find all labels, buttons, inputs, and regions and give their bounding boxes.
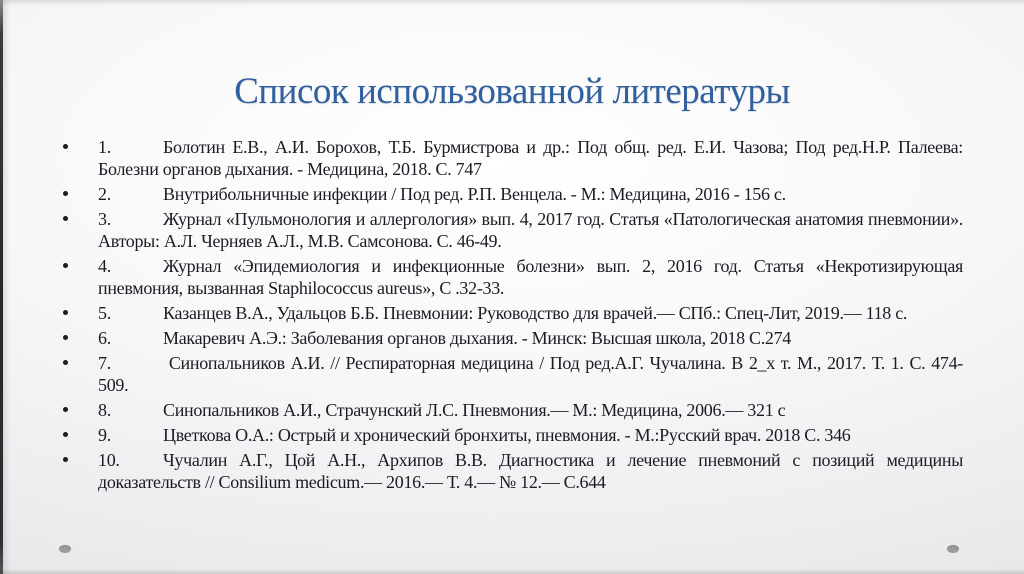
corner-dot-bottom-right xyxy=(947,545,959,553)
reference-item xyxy=(62,302,963,324)
reference-number: 3. xyxy=(98,209,111,229)
reference-text: Синопальников А.И., Страчунский Л.С. Пневмония.— М.: Медицина, 2006.— 321 с xyxy=(163,400,786,420)
reference-number: 2. xyxy=(98,184,111,204)
reference-number: 5. xyxy=(98,303,111,323)
reference-item xyxy=(62,136,963,180)
reference-text: Цветкова О.А.: Острый и хронический бронхиты, пневмония. - М.:Русский врач. 2018 С. 346 xyxy=(163,425,851,445)
reference-number: 9. xyxy=(98,425,111,445)
reference-item xyxy=(62,449,963,493)
reference-number: 4. xyxy=(98,256,111,276)
bullet-icon xyxy=(63,335,68,340)
bullet-icon xyxy=(63,216,68,221)
slide-title: Список использованной литературы xyxy=(234,71,790,112)
reference-text: Журнал «Пульмонология и аллергология» вып. 4, 2017 год. Статья «Патологическая анатомия пневмонии». Авторы: А.Л. Черняев А.Л., М.В. Самсонова. С. 46-49. xyxy=(98,209,963,251)
reference-number: 8. xyxy=(98,400,111,420)
reference-text: Чучалин А.Г., Цой А.Н., Архипов В.В. Диагностика и лечение пневмоний с позиций медицины доказательств // Consilium medicum.— 2016.— Т. 4.— № 12.— С.644 xyxy=(98,450,963,492)
bullet-icon xyxy=(63,432,68,437)
slide-top-edge-shade xyxy=(0,0,1024,6)
reference-item xyxy=(62,327,963,349)
reference-text: Болотин Е.В., А.И. Борохов, Т.Б. Бурмистрова и др.: Под общ. ред. Е.И. Чазова; Под ред.Н.Р. Палеева: Болезни органов дыхания. - Медицина, 2018. С. 747 xyxy=(98,137,963,179)
reference-number: 1. xyxy=(98,137,111,157)
bullet-icon xyxy=(63,263,68,268)
reference-item xyxy=(62,352,963,396)
bullet-icon xyxy=(63,144,68,149)
reference-number: 10. xyxy=(98,450,120,470)
reference-item xyxy=(62,255,963,299)
reference-item xyxy=(62,183,963,205)
reference-text: Внутрибольничные инфекции / Под ред. Р.П. Венцела. - М.: Медицина, 2016 - 156 с. xyxy=(163,184,786,204)
reference-text: Макаревич А.Э.: Заболевания органов дыхания. - Минск: Высшая школа, 2018 С.274 xyxy=(163,328,792,348)
corner-dot-bottom-left xyxy=(59,545,71,553)
reference-text: Журнал «Эпидемиология и инфекционные болезни» вып. 2, 2016 год. Статья «Некротизирующая пневмония, вызванная Staphilococcus aureus», С .32-33. xyxy=(98,256,963,298)
reference-text: Синопальников А.И. // Респираторная медицина / Под ред.А.Г. Чучалина. В 2_х т. М., 2017. Т. 1. С. 474-509. xyxy=(98,353,963,395)
reference-item xyxy=(62,399,963,421)
reference-number: 6. xyxy=(98,328,111,348)
reference-text: Казанцев В.А., Удальцов Б.Б. Пневмонии: Руководство для врачей.— СПб.: Спец-Лит, 2019.— 118 с. xyxy=(163,303,908,323)
reference-item xyxy=(62,208,963,252)
bullet-icon xyxy=(63,191,68,196)
reference-number: 7. xyxy=(98,353,111,373)
references-list xyxy=(62,136,963,496)
reference-item xyxy=(62,424,963,446)
bullet-icon xyxy=(63,310,68,315)
slide-bottom-edge-shade xyxy=(0,569,1024,574)
bullet-icon xyxy=(63,457,68,462)
bullet-icon xyxy=(63,407,68,412)
bullet-icon xyxy=(63,360,68,365)
